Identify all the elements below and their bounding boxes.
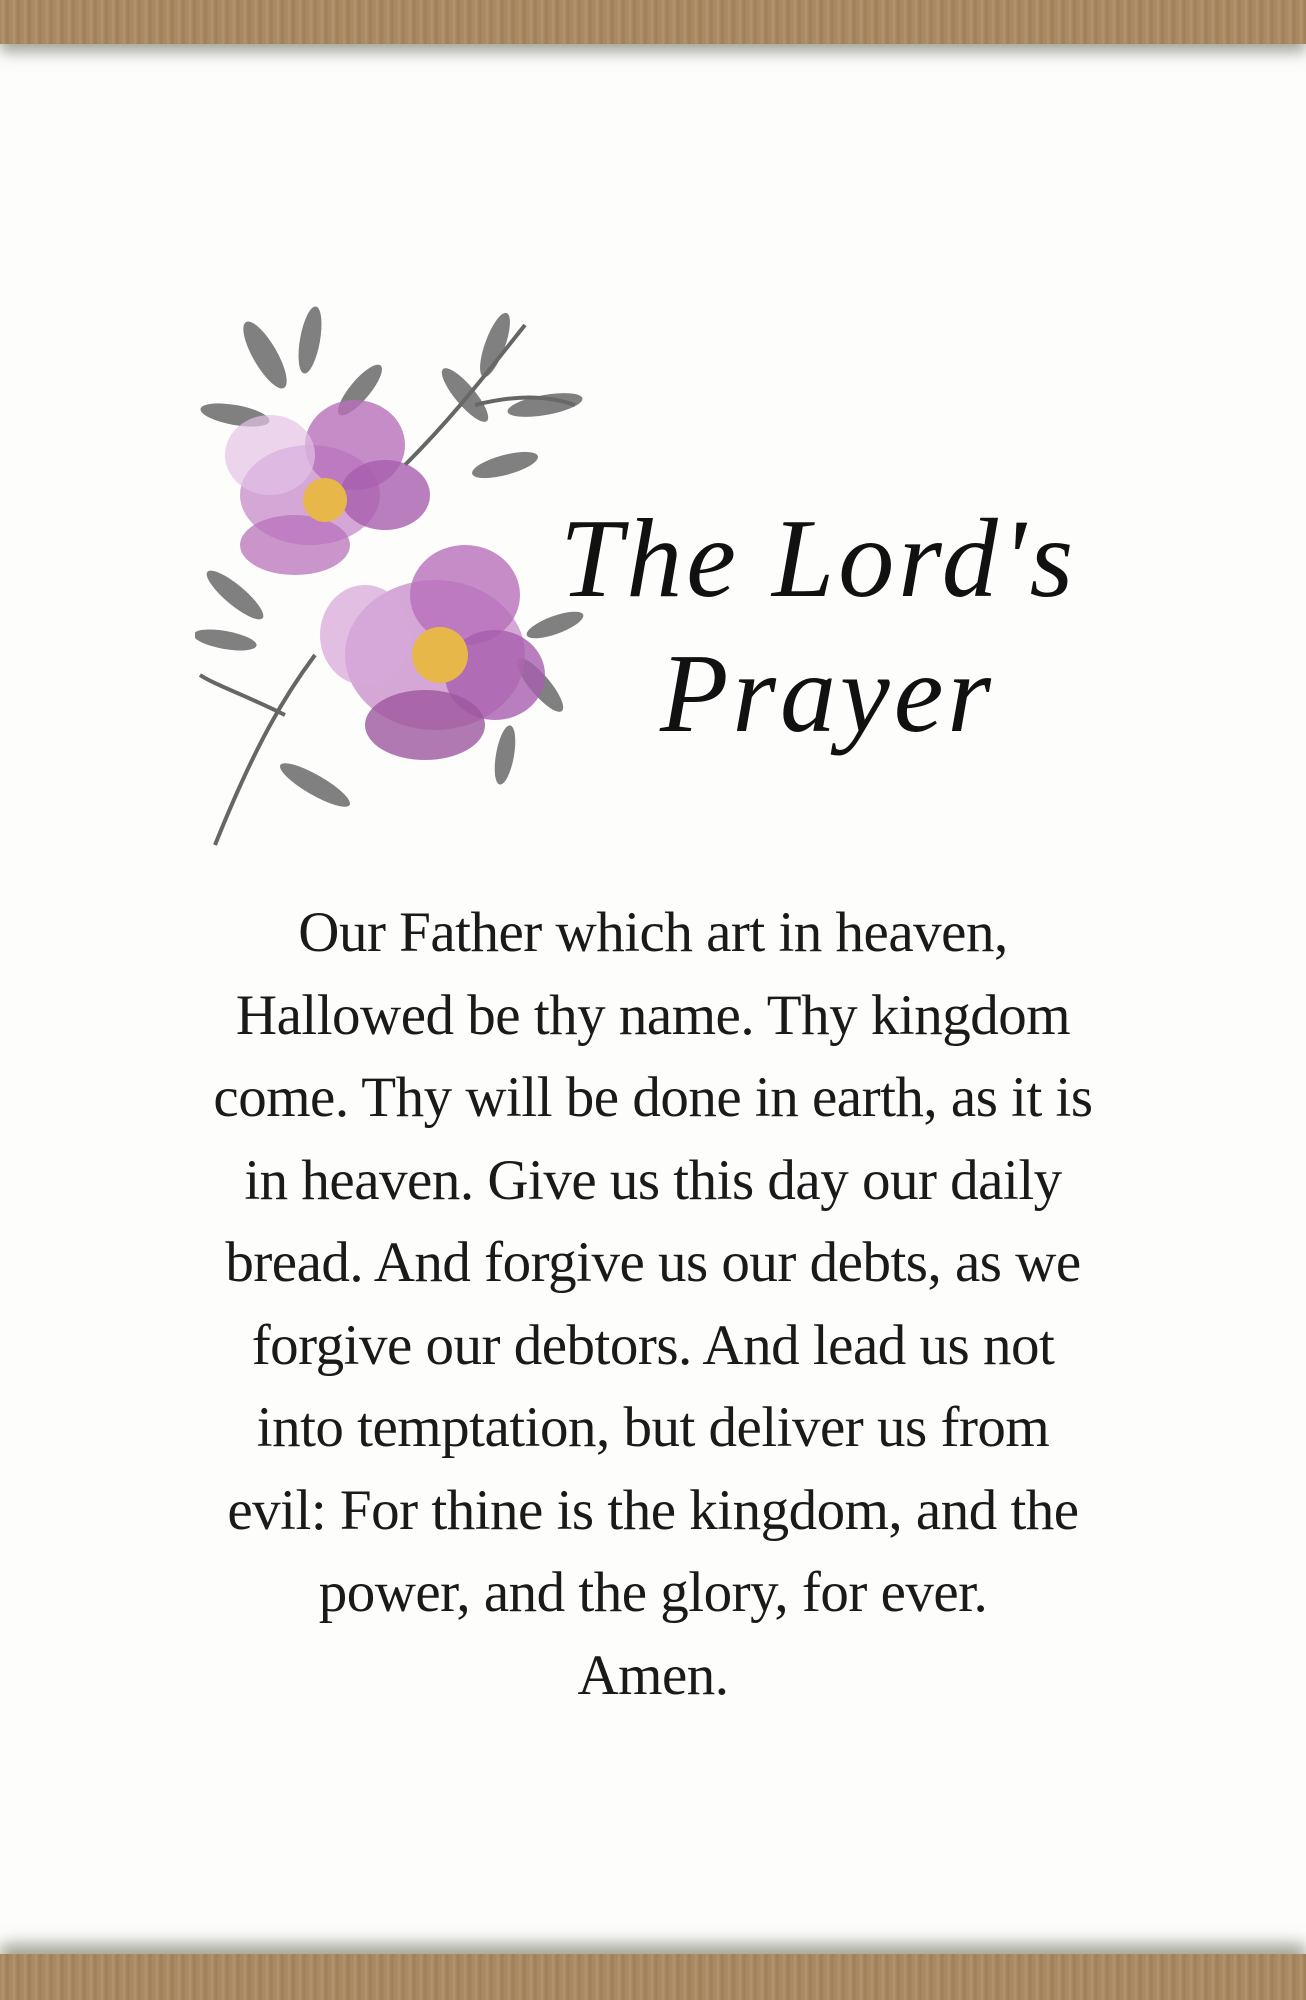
prayer-line: forgive our debtors. And lead us not (251, 1313, 1055, 1377)
prayer-line: Our Father which art in heaven, (298, 901, 1008, 964)
title-line-1: The Lord's (560, 497, 1078, 621)
top-wooden-rail (0, 0, 1306, 44)
prayer-text (0, 892, 1306, 1717)
prayer-line: power, and the glory, for ever. (318, 1561, 988, 1624)
title-line-2: Prayer (660, 632, 996, 756)
prayer-line: evil: For thine is the kingdom, and the (227, 1478, 1079, 1542)
prayer-line: Amen. (577, 1643, 729, 1707)
prayer-line: into temptation, but deliver us from (256, 1396, 1050, 1459)
prayer-line: come. Thy will be done in earth, as it is (213, 1066, 1093, 1129)
flower-upper (225, 400, 430, 575)
prayer-line: Hallowed be thy name. Thy kingdom (235, 983, 1071, 1047)
prayer-line: bread. And forgive us our debts, as we (225, 1231, 1081, 1294)
prayer-line: in heaven. Give us this day our daily (244, 1148, 1062, 1212)
bottom-wooden-rail (0, 1954, 1306, 2000)
